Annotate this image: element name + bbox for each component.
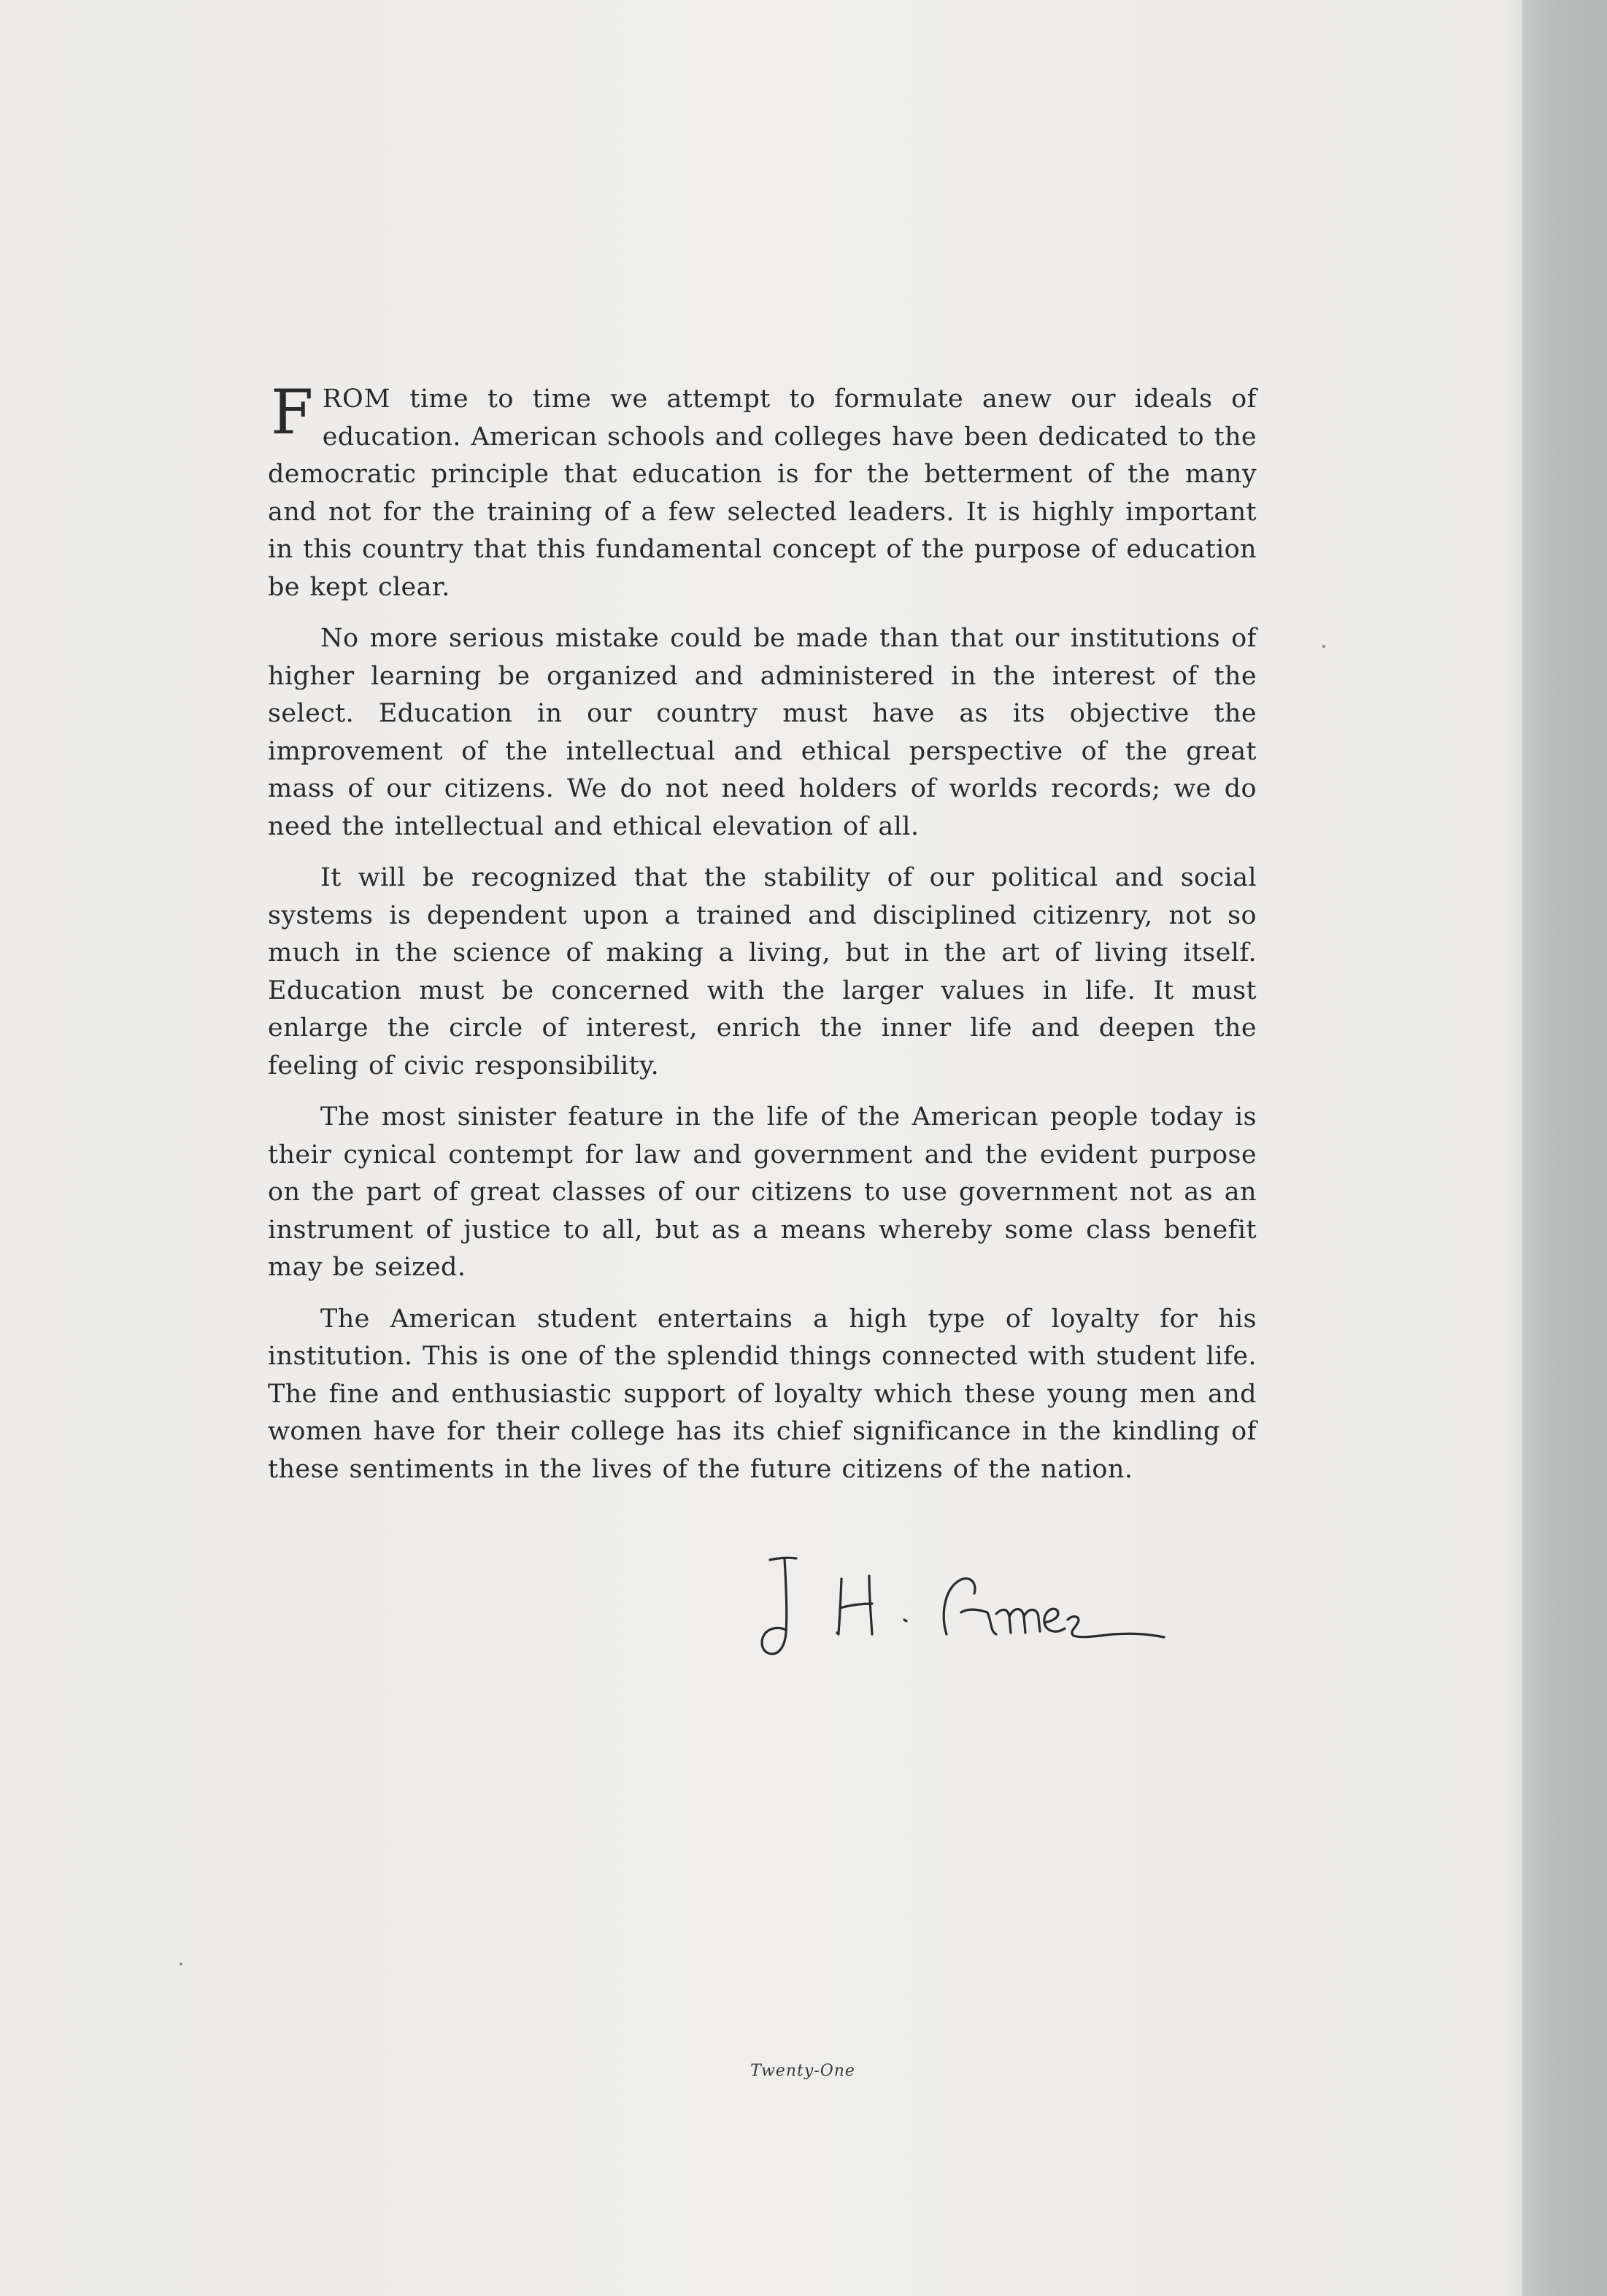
paragraph-text: The American student entertains a high type of loyalty for his institution. This is one of the splendid things connected with student life. The fine and enthusiastic support of loyalty which these young men and women have for their college has its chief significance in the kindling of these sentiments in the lives of the future citizens of the nation.: [268, 1304, 1257, 1484]
paragraph-text: time to time we attempt to formulate anew our ideals of education. American schools and colleges have been dedicated to the democratic principle that education is for the betterment of the many and not for the training of a few selected leaders. It is highly important in this country that this fundamental concept of the purpose of education be kept clear.: [268, 384, 1257, 602]
paragraph-text: It will be recognized that the stability of our political and social systems is dependent upon a trained and disciplined citizenry, not so much in the science of making a living, but in the art of living itself. Education must be concerned with the larger values in life. It must enlarge the circle of interest, enrich the inner life and deepen the feeling of civic responsibility.: [268, 863, 1257, 1081]
paragraph-lead: ROM: [322, 384, 391, 414]
paper-speck: [180, 1963, 182, 1965]
paragraph-text: No more serious mistake could be made than that our institutions of higher learning be organized and administered in the interest of the select. Education in our country must have as its objective the improvement of the intellectual and ethical perspective of the great mass of our citizens. We do not need holders of worlds records; we do need the intellectual and ethical elevation of all.: [268, 624, 1257, 841]
paragraph-1: [268, 376, 1257, 606]
paper-speck: [1322, 645, 1325, 648]
paragraph-3: [268, 859, 1257, 1085]
drop-cap: F: [271, 376, 314, 448]
page-edge: [1522, 0, 1607, 2296]
page-number: Twenty-One: [750, 2062, 855, 2080]
paragraph-2: [268, 620, 1257, 846]
paragraph-5: [268, 1301, 1257, 1489]
paragraph-4: [268, 1099, 1257, 1287]
letter-body: [268, 376, 1257, 1502]
paragraph-text: The most sinister feature in the life of the American people today is their cynical contempt for law and government and the evident purpose on the part of great classes of our citizens to use government not as an instrument of justice to all, but as a means whereby some class benefit may be seized.: [268, 1102, 1257, 1282]
handwritten-signature: [755, 1547, 1222, 1663]
